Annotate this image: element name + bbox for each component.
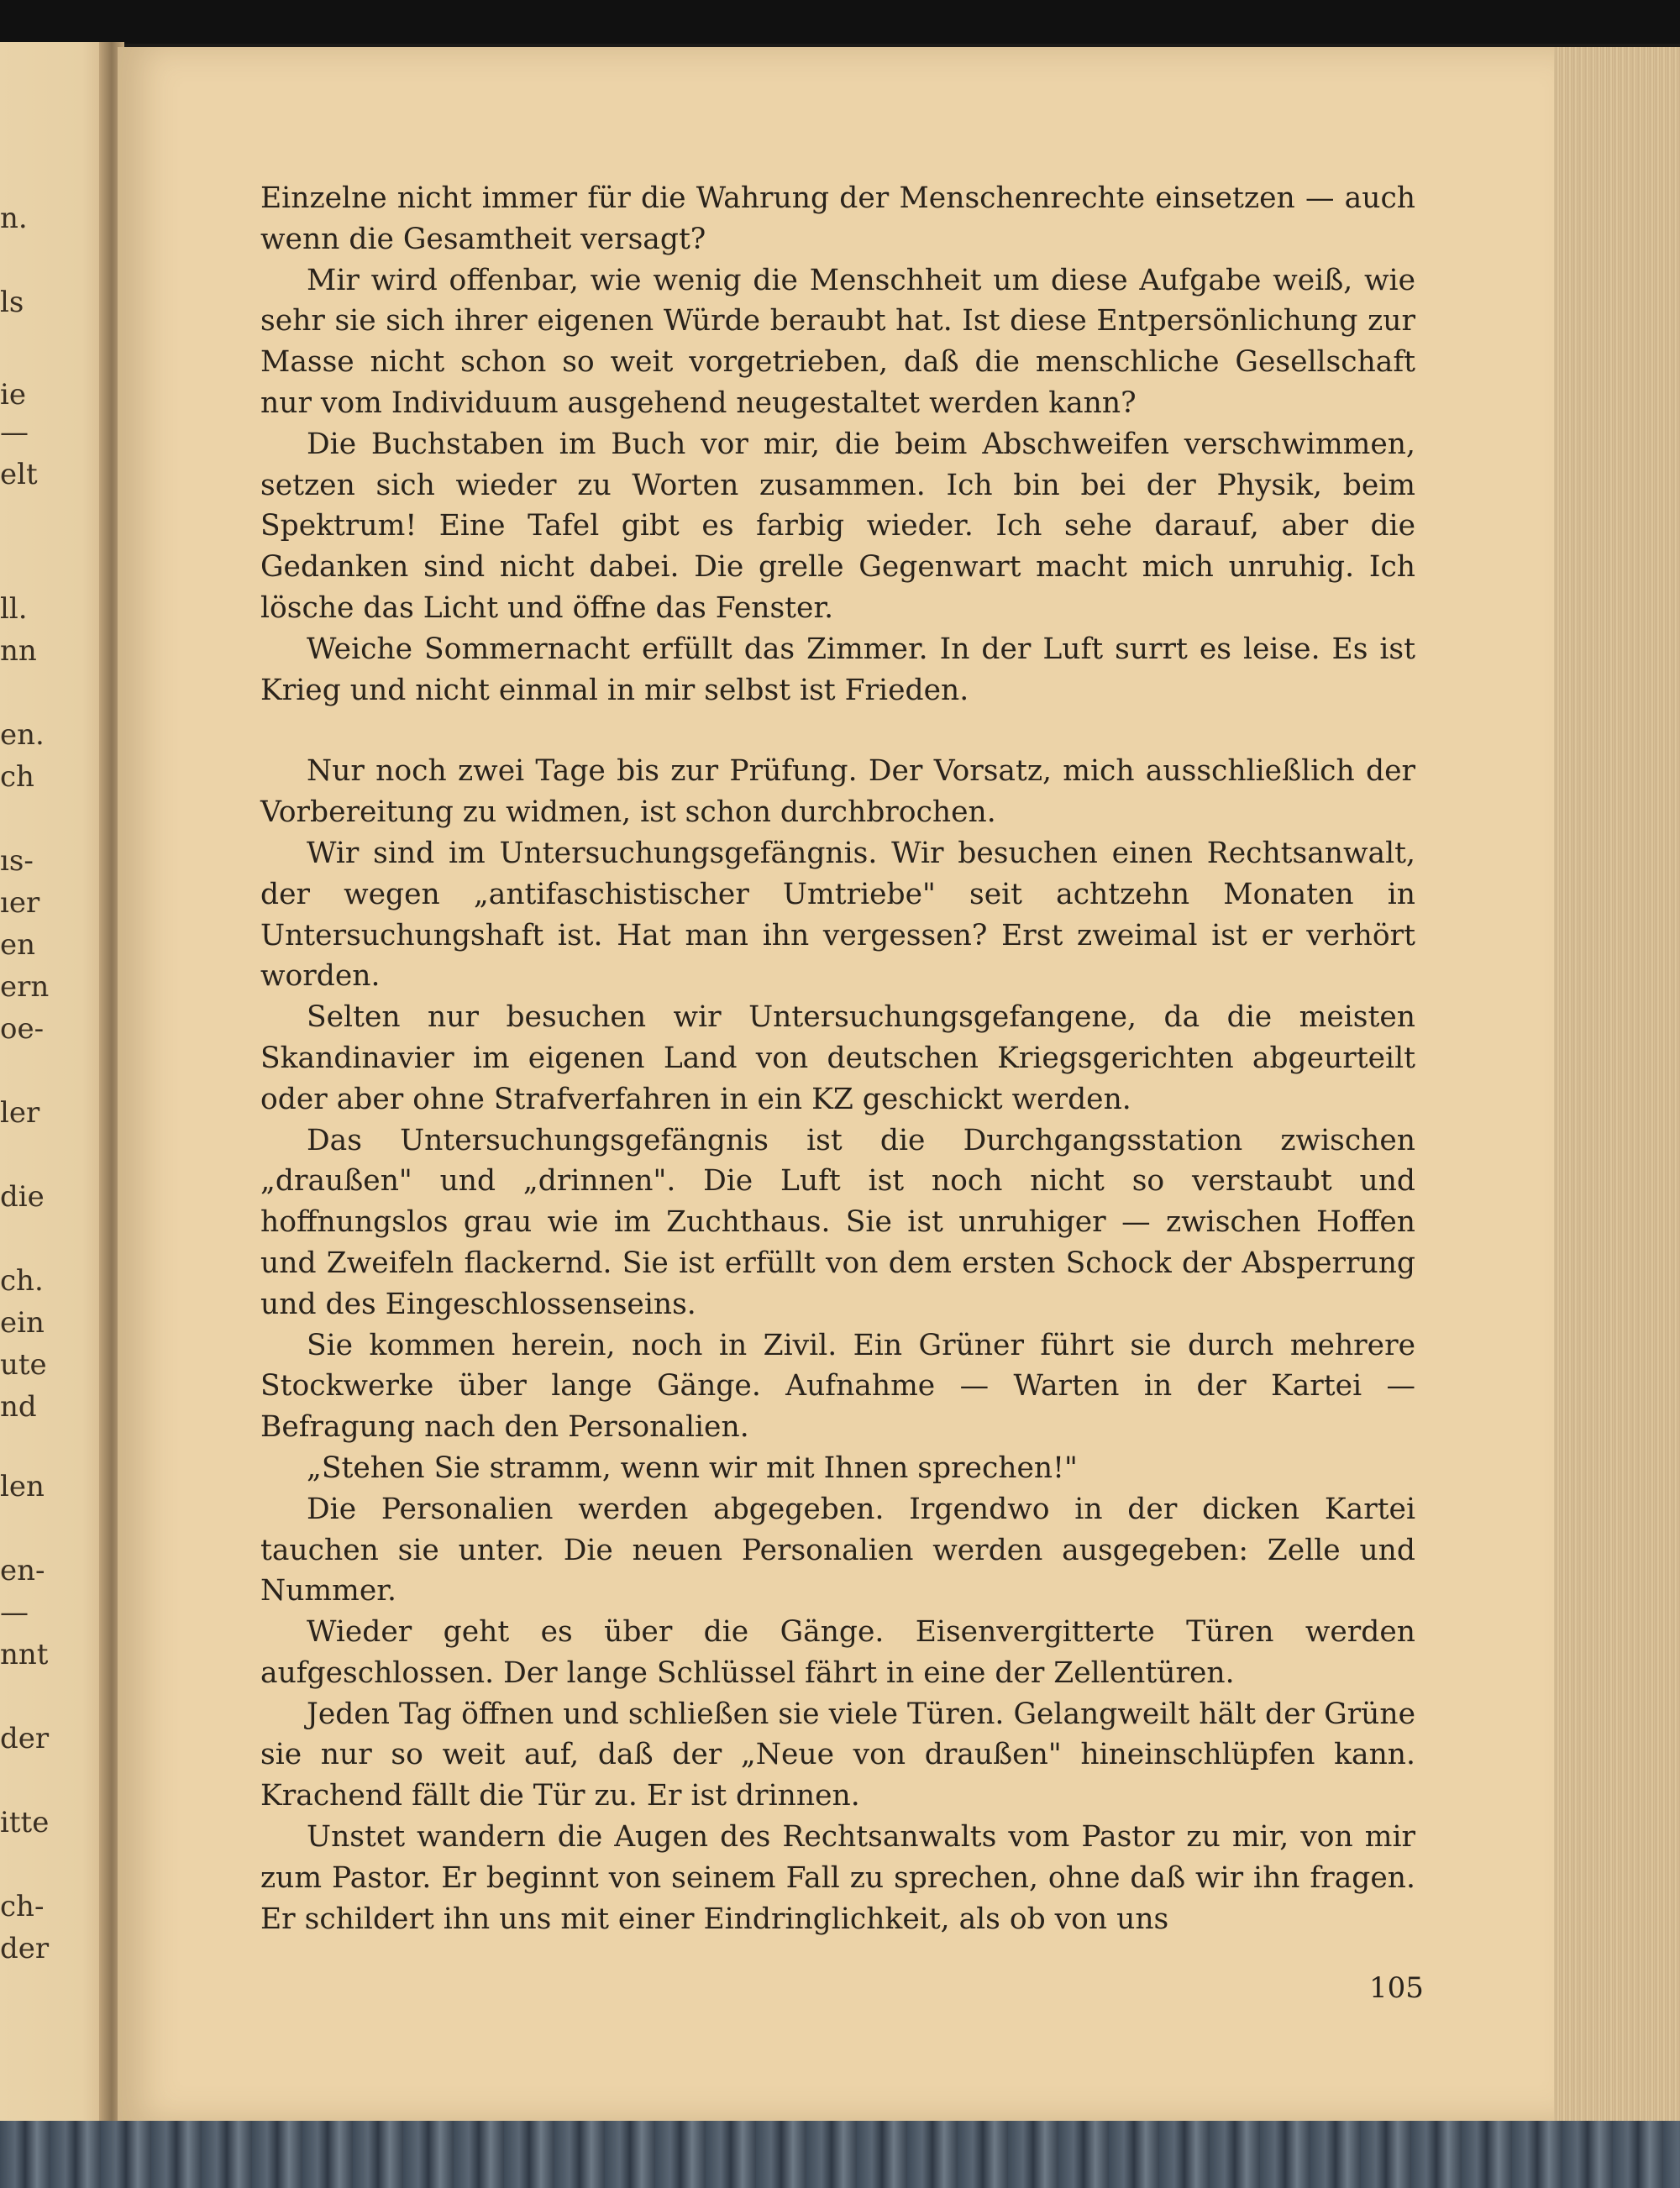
paragraph: Selten nur besuchen wir Untersuchungsgefangene, da die meisten Skandinavier im eigenen Land von deutschen Kriegsgerichten abgeurteilt oder aber ohne Strafverfahren in ein KZ geschickt werden. [260, 1000, 1415, 1116]
fragment: nd [0, 1390, 37, 1424]
fragment: ls [0, 286, 24, 319]
fragment: en [0, 928, 36, 962]
paragraph: Jeden Tag öffnen und schließen sie viele Türen. Gelangweilt hält der Grüne sie nur so weit auf, daß der „Neue von draußen" hineinschlüpfen kann. Krachend fällt die Tür zu. Er ist drinnen. [260, 1697, 1415, 1813]
fragment: oe- [0, 1012, 45, 1046]
fragment: der [0, 1722, 50, 1755]
book-cover-edge [0, 2121, 1680, 2188]
fragment: — [0, 1596, 29, 1629]
paragraph: Unstet wandern die Augen des Rechtsanwalts vom Pastor zu mir, von mir zum Pastor. Er beginnt von seinem Fall zu sprechen, ohne daß wir ihn fragen. Er schildert ihn uns mit einer Eindringlichkeit, als ob von uns [260, 1820, 1415, 1936]
fragment: ch- [0, 1890, 45, 1923]
paragraph: Die Personalien werden abgegeben. Irgendwo in der dicken Kartei tauchen sie unter. Die neuen Personalien werden ausgegeben: Zelle und Nummer. [260, 1492, 1415, 1608]
fragment: die [0, 1180, 45, 1214]
fragment: itte [0, 1806, 50, 1839]
page-edges [1554, 47, 1680, 2122]
fragment: der [0, 1932, 50, 1965]
fragment: ch. [0, 1264, 44, 1298]
paragraph: Weiche Sommernacht erfüllt das Zimmer. In der Luft surrt es leise. Es ist Krieg und nicht einmal in mir selbst ist Frieden. [260, 632, 1415, 707]
body-text [260, 178, 1415, 1939]
paragraph: „Stehen Sie stramm, wenn wir mit Ihnen sprechen!" [307, 1451, 1078, 1485]
page-number: 105 [1369, 1971, 1424, 2005]
paragraph: Einzelne nicht immer für die Wahrung der Menschenrechte einsetzen — auch wenn die Gesamtheit versagt? [260, 181, 1415, 256]
paragraph: Das Untersuchungsgefängnis ist die Durchgangsstation zwischen „draußen" und „drinnen". Die Luft ist noch nicht so verstaubt und hoffnungslos grau wie im Zuchthaus. Sie ist unruhiger — zwischen Hoffen und Zweifeln flackernd. Sie ist erfüllt von dem ersten Schock der Absperrung und des Eingeschlossenseins. [260, 1123, 1415, 1321]
fragment: en. [0, 718, 45, 752]
fragment: ll. [0, 592, 28, 626]
paragraph: Sie kommen herein, noch in Zivil. Ein Grüner führt sie durch mehrere Stockwerke über lange Gänge. Aufnahme — Warten in der Kartei — Befragung nach den Personalien. [260, 1328, 1415, 1445]
fragment: n. [0, 202, 28, 235]
fragment: ler [0, 1096, 40, 1130]
fragment: ıs- [0, 844, 34, 878]
paragraph: Wir sind im Untersuchungsgefängnis. Wir besuchen einen Rechtsanwalt, der wegen „antifaschistischer Umtriebe" seit achtzehn Monaten in Untersuchungshaft ist. Hat man ihn vergessen? Erst zweimal ist er verhört worden. [260, 836, 1415, 994]
fragment: nnt [0, 1638, 49, 1671]
paragraph: Mir wird offenbar, wie wenig die Menschheit um diese Aufgabe weiß, wie sehr sie sich ihrer eigenen Würde beraubt hat. Ist diese Entpersönlichung zur Masse nicht schon so weit vorgetrieben, daß die menschliche Gesellschaft nur vom Individuum ausgehend neugestaltet werden kann? [260, 263, 1415, 420]
fragment: nn [0, 634, 37, 668]
fragment: ute [0, 1348, 47, 1382]
fragment: ie [0, 378, 26, 412]
paragraph: Nur noch zwei Tage bis zur Prüfung. Der Vorsatz, mich ausschließlich der Vorbereitung zu widmen, ist schon durchbrochen. [260, 754, 1415, 830]
fragment: — [0, 416, 29, 449]
scan-top-edge [0, 0, 1680, 44]
fragment: ch [0, 760, 34, 794]
fragment: ern [0, 970, 50, 1004]
fragment: en- [0, 1554, 45, 1587]
paragraph: Die Buchstaben im Buch vor mir, die beim Abschweifen verschwimmen, setzen sich wieder zu Worten zusammen. Ich bin bei der Physik, beim Spektrum! Eine Tafel gibt es farbig wieder. Ich sehe darauf, aber die Gedanken sind nicht dabei. Die grelle Gegenwart macht mich unruhig. Ich lösche das Licht und öffne das Fenster. [260, 427, 1415, 625]
fragment: ıer [0, 886, 40, 920]
fragment: ein [0, 1306, 45, 1340]
fragment: len [0, 1470, 45, 1503]
paragraph: Wieder geht es über die Gänge. Eisenvergitterte Türen werden aufgeschlossen. Der lange Schlüssel fährt in eine der Zellentüren. [260, 1615, 1415, 1690]
fragment: elt [0, 458, 38, 491]
